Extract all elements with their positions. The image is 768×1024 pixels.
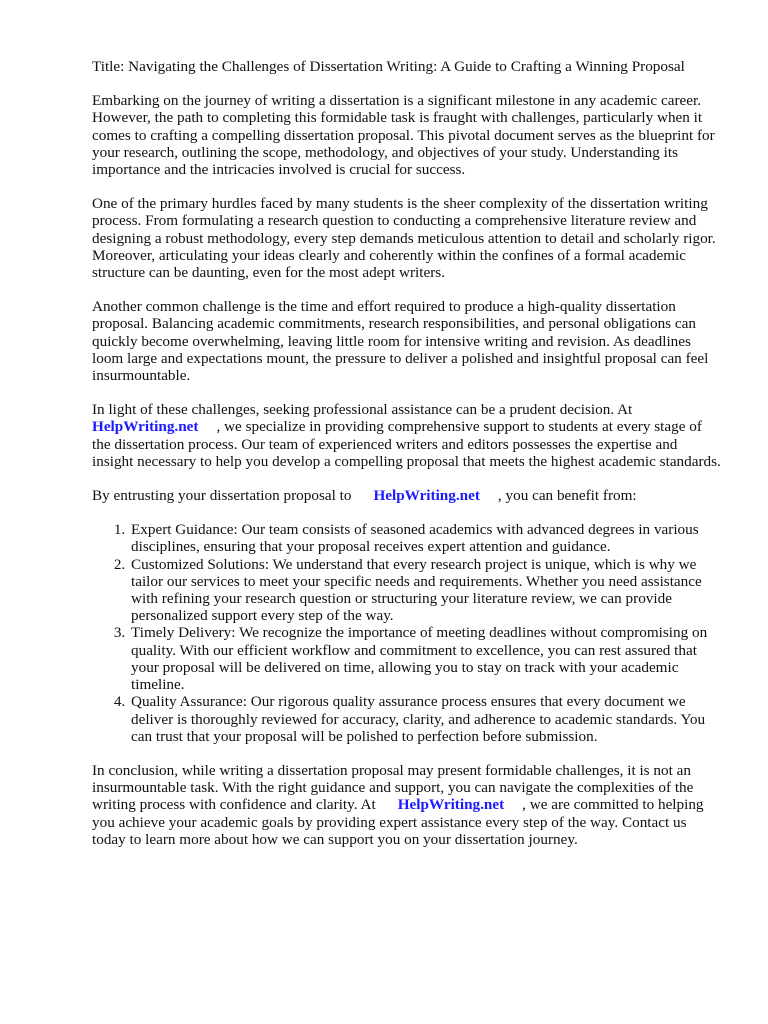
paragraph-intro: Embarking on the journey of writing a dissertation is a significant milestone in any academic career. However, the path to completing this formidable task is fraught with challenges, particularly when it comes to crafting a compelling dissertation proposal. This pivotal document serves as the blueprint for your research, outlining the scope, methodology, and objectives of your study. Understanding its importance and the intricacies involved is crucial for success.	[92, 92, 715, 179]
paragraph-conclusion	[92, 762, 722, 848]
document-page	[92, 58, 722, 865]
list-item: 1. Expert Guidance: Our team consists of seasoned academics with advanced degrees in various disciplines, ensuring that your proposal receives expert attention and guidance.	[129, 521, 722, 555]
helpwriting-link[interactable]: HelpWriting.net	[397, 796, 505, 814]
paragraph-conclusion-rest: , we are committed to helping you achieve your academic goals by providing expert assistance every step of the way. Contact us today to learn more about how we can support you on your dissertation journey.	[92, 796, 704, 848]
paragraph-hurdles: One of the primary hurdles faced by many students is the sheer complexity of the dissertation writing process. From formulating a research question to conducting a comprehensive literature review and designing a robust methodology, every step demands meticulous attention to detail and scholarly rigor. Moreover, articulating your ideas clearly and coherently within the confines of a formal academic structure can be daunting, even for the most adept writers.	[92, 195, 716, 282]
benefits-list	[92, 521, 722, 745]
helpwriting-link[interactable]: HelpWriting.net	[373, 487, 480, 505]
paragraph-assistance-rest: , we specialize in providing comprehensive support to students at every stage of the dissertation process. Our team of experienced writers and editors possesses the expertise and insight necessary to help you develop a compelling proposal that meets the highest academic standards.	[92, 418, 721, 470]
list-item: 3. Timely Delivery: We recognize the importance of meeting deadlines without compromising on quality. With our efficient workflow and commitment to excellence, you can rest assured that your proposal will be delivered on time, allowing you to stay on track with your academic timeline.	[129, 624, 722, 693]
paragraph-conclusion-lead: In conclusion, while writing a dissertation proposal may present formidable challenges, it is not an insurmountable task. With the right guidance and support, you can navigate the complexities of the writing process with confidence and clarity. At	[92, 761, 694, 814]
list-item: 4. Quality Assurance: Our rigorous quality assurance process ensures that every document we deliver is thoroughly reviewed for accuracy, clarity, and adherence to academic standards. You can trust that your proposal will be polished to perfection before submission.	[129, 693, 722, 745]
list-item: 2. Customized Solutions: We understand that every research project is unique, which is why we tailor our services to meet your specific needs and requirements. Whether you need assistance with refining your research question or structuring your literature review, we can provide personalized support every step of the way.	[129, 556, 722, 625]
helpwriting-link[interactable]: HelpWriting.net	[92, 418, 199, 436]
paragraph-entrusting-rest: , you can benefit from:	[497, 487, 637, 505]
paragraph-entrusting	[92, 487, 722, 504]
document-title: Title: Navigating the Challenges of Dissertation Writing: A Guide to Crafting a Winning Proposal	[92, 58, 685, 75]
paragraph-assistance-lead: In light of these challenges, seeking professional assistance can be a prudent decision. At	[92, 401, 633, 419]
paragraph-assistance	[92, 401, 722, 470]
paragraph-time-challenge: Another common challenge is the time and effort required to produce a high-quality dissertation proposal. Balancing academic commitments, research responsibilities, and personal obligations can quickly become overwhelming, leaving little room for intensive writing and revision. As deadlines loom large and expectations mount, the pressure to deliver a polished and insightful proposal can feel insurmountable.	[92, 298, 709, 385]
paragraph-entrusting-lead: By entrusting your dissertation proposal to	[92, 487, 352, 505]
